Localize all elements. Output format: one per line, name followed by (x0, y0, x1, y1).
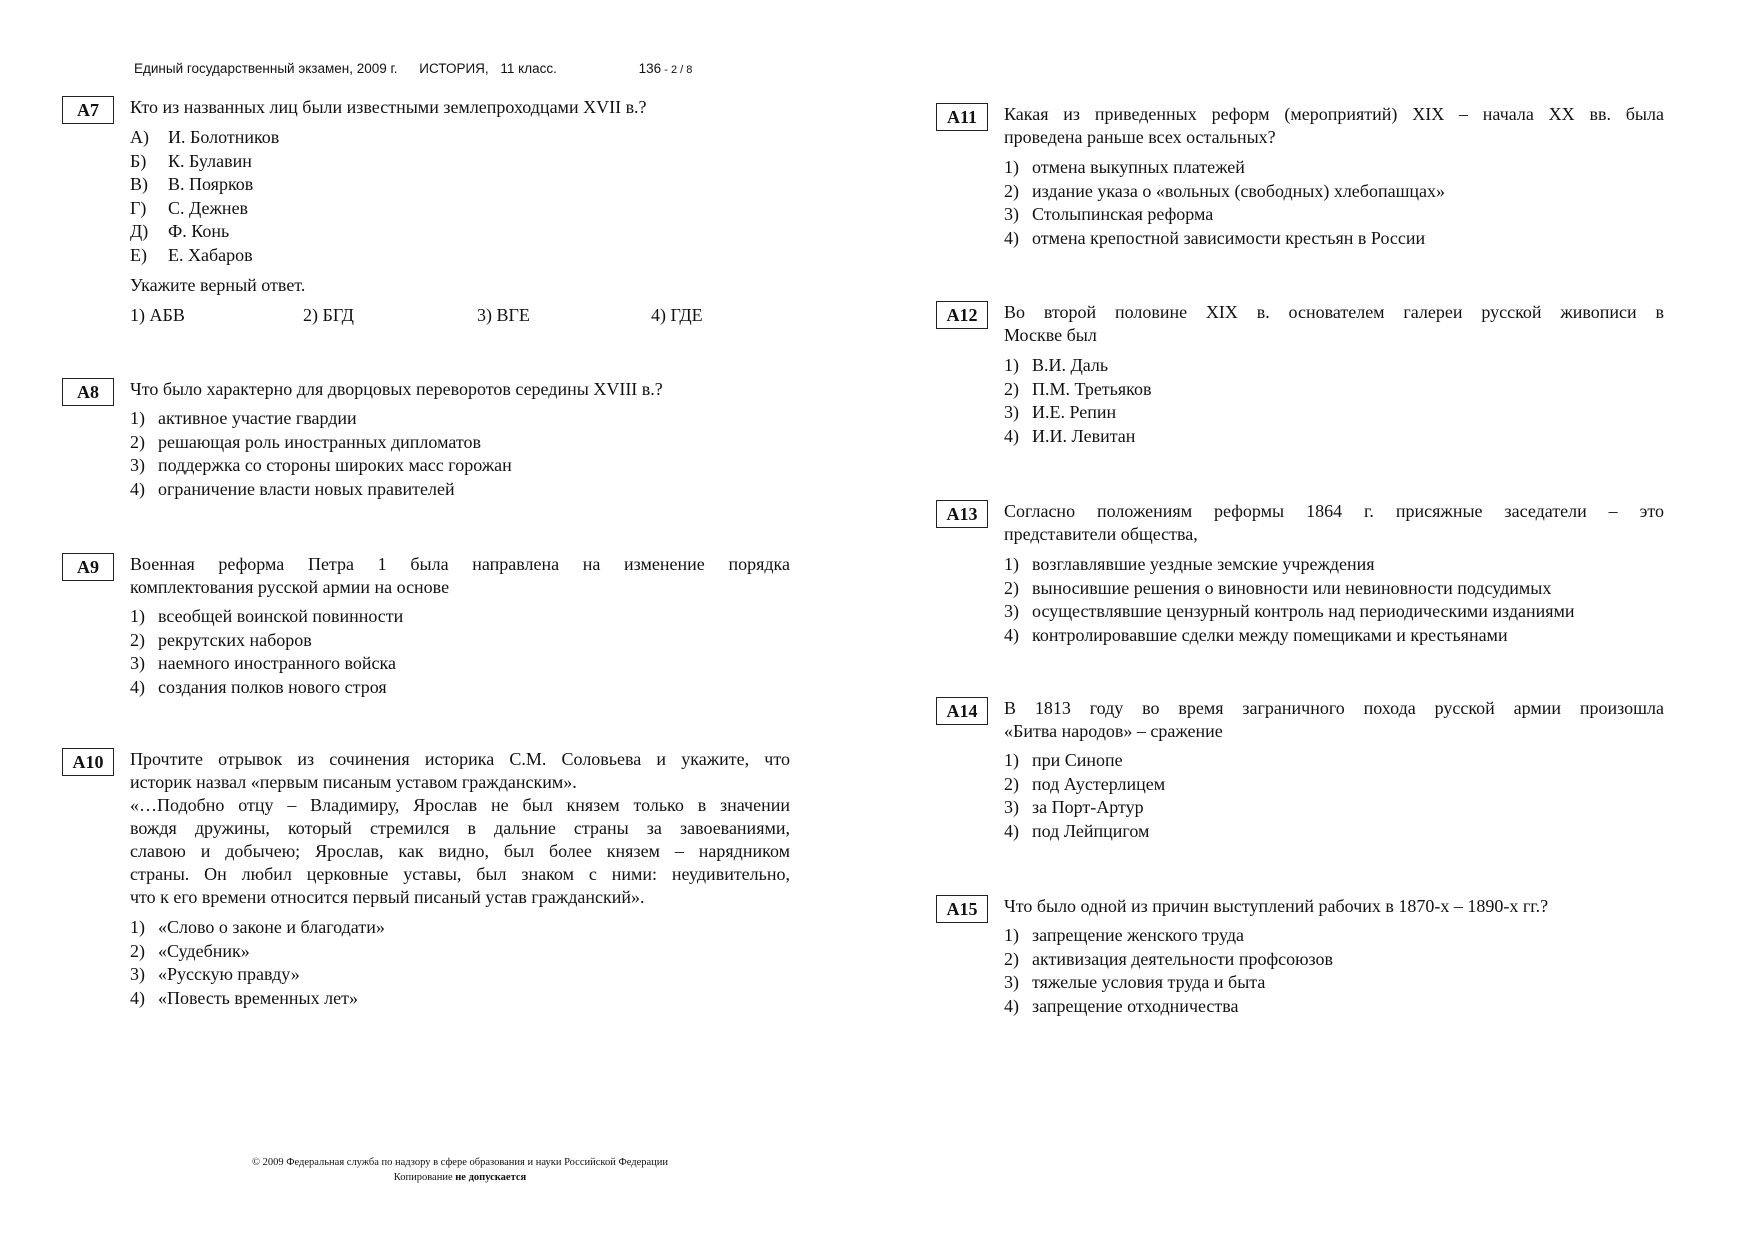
list-item: 1) возглавлявшие уездные земские учреждения (1004, 554, 1375, 574)
question-label: А14 (936, 697, 988, 725)
answer-options (130, 407, 512, 501)
list-item: 2) П.М. Третьяков (1004, 378, 1152, 399)
question-a14 (936, 697, 1666, 857)
answer-option: 2) БГД (303, 305, 354, 325)
page-number: - 2 / 8 (661, 64, 693, 76)
list-item: 3) И.Е. Репин (1004, 402, 1117, 422)
list-item: 2) рекрутских наборов (130, 629, 312, 650)
list-item: 1) запрещение женского труда (1004, 925, 1245, 945)
question-stem: Что было характерно для дворцовых переворотов середины XVIII в.? (130, 379, 663, 399)
list-item: 3) осуществлявшие цензурный контроль над периодическими изданиями (1004, 601, 1575, 621)
list-item: 1) при Синопе (1004, 750, 1123, 770)
instruction: Укажите верный ответ. (130, 275, 306, 295)
question-a9 (62, 553, 792, 703)
list-item: 4) запрещение отходничества (1004, 995, 1239, 1016)
list-item: 3) тяжелые условия труда и быта (1004, 972, 1266, 992)
list-item: Г) С. Дежнев (130, 197, 249, 218)
source-passage: «…Подобно отцу – Владимиру, Ярослав не был князем только в значении вождя дружины, который стремился в дальние страны за завоеваниями, славою и добычею; Ярослав, как видно, был более князем – нарядником страны. Он любил церковные уставы, был знаком с ними: неудивительно, что к его времени относится первый писаный устав гражданский». (130, 795, 790, 907)
question-a8 (62, 378, 792, 508)
subject: ИСТОРИЯ, (419, 61, 489, 76)
list-item: 1) «Слово о законе и благодати» (130, 917, 385, 937)
letter-options (130, 126, 279, 267)
list-item: 3) «Русскую правду» (130, 964, 300, 984)
answer-options (1004, 156, 1445, 250)
list-item: 3) наемного иностранного войска (130, 653, 397, 673)
list-item: В) В. Поярков (130, 174, 254, 194)
question-stem: Прочтите отрывок из сочинения историка С.М. Соловьева и укажите, что историк назвал «первым писаным уставом гражданским». (130, 749, 790, 792)
list-item: А) И. Болотников (130, 127, 280, 147)
list-item: 3) за Порт-Артур (1004, 797, 1144, 817)
answer-option: 1) АБВ (130, 305, 185, 325)
list-item: 2) решающая роль иностранных дипломатов (130, 431, 481, 452)
exam-title: Единый государственный экзамен, 2009 г. (134, 61, 398, 76)
answer-options (130, 916, 385, 1010)
answer-option: 3) ВГЕ (477, 305, 530, 325)
list-item: 1) отмена выкупных платежей (1004, 157, 1245, 177)
list-item: 3) поддержка со стороны широких масс горожан (130, 455, 512, 475)
page-footer (190, 1155, 730, 1185)
answer-options (130, 605, 403, 699)
list-item: 4) отмена крепостной зависимости крестьян в России (1004, 227, 1426, 248)
question-label: А13 (936, 500, 988, 528)
list-item: 4) ограничение власти новых правителей (130, 478, 455, 499)
list-item: 2) активизация деятельности профсоюзов (1004, 948, 1334, 969)
list-item: Е) Е. Хабаров (130, 244, 253, 265)
list-item: 1) активное участие гвардии (130, 408, 357, 428)
answer-options (130, 304, 730, 328)
question-stem: Военная реформа Петра 1 была направлена на изменение порядка комплектования русской армии на основе (130, 554, 790, 597)
question-stem: Кто из названных лиц были известными землепроходцами XVII в.? (130, 97, 647, 117)
list-item: 4) И.И. Левитан (1004, 425, 1136, 446)
question-label: А9 (62, 553, 114, 581)
question-a15 (936, 895, 1666, 1025)
answer-options (1004, 924, 1333, 1018)
list-item: 4) создания полков нового строя (130, 676, 387, 697)
question-stem: Во второй половине XIX в. основателем галереи русской живописи в Москве был (1004, 302, 1664, 345)
question-label: А7 (62, 96, 114, 124)
list-item: 1) всеобщей воинской повинности (130, 606, 404, 626)
page-header (134, 61, 692, 76)
list-item: 3) Столыпинская реформа (1004, 204, 1214, 224)
question-a13 (936, 500, 1666, 660)
variant-code: 136 (638, 61, 662, 76)
list-item: 2) «Судебник» (130, 940, 250, 961)
answer-option: 4) ГДЕ (651, 305, 703, 325)
answer-options (1004, 354, 1152, 448)
list-item: 2) издание указа о «вольных (свободных) хлебопашцах» (1004, 180, 1446, 201)
question-stem: Какая из приведенных реформ (мероприятий) XIX – начала XX вв. была проведена раньше всех остальных? (1004, 104, 1664, 147)
grade: 11 класс. (500, 61, 557, 76)
question-a11 (936, 103, 1666, 263)
question-label: А15 (936, 895, 988, 923)
answer-options (1004, 553, 1575, 647)
question-stem: Согласно положениям реформы 1864 г. присяжные заседатели – это представители общества, (1004, 501, 1664, 544)
list-item: 4) под Лейпцигом (1004, 820, 1150, 841)
question-a7 (62, 96, 792, 336)
list-item: Д) Ф. Конь (130, 221, 230, 241)
list-item: 4) «Повесть временных лет» (130, 987, 358, 1008)
question-label: А10 (62, 748, 114, 776)
list-item: 4) контролировавшие сделки между помещиками и крестьянами (1004, 624, 1508, 645)
copyright-line: © 2009 Федеральная служба по надзору в сфере образования и науки Российской Федерации (251, 1157, 669, 1168)
list-item: Б) К. Булавин (130, 150, 252, 171)
question-stem: В 1813 году во время заграничного похода русской армии произошла «Битва народов» – сражение (1004, 698, 1664, 741)
list-item: 2) под Аустерлицем (1004, 773, 1166, 794)
list-item: 2) выносившие решения о виновности или невиновности подсудимых (1004, 577, 1552, 598)
question-stem: Что было одной из причин выступлений рабочих в 1870-х – 1890-х гг.? (1004, 896, 1549, 916)
question-label: А11 (936, 103, 988, 131)
question-label: А8 (62, 378, 114, 406)
copy-notice: Копирование не допускается (393, 1172, 527, 1183)
answer-options (1004, 749, 1165, 843)
question-a10 (62, 748, 792, 1018)
question-label: А12 (936, 301, 988, 329)
list-item: 1) В.И. Даль (1004, 355, 1109, 375)
question-a12 (936, 301, 1666, 461)
